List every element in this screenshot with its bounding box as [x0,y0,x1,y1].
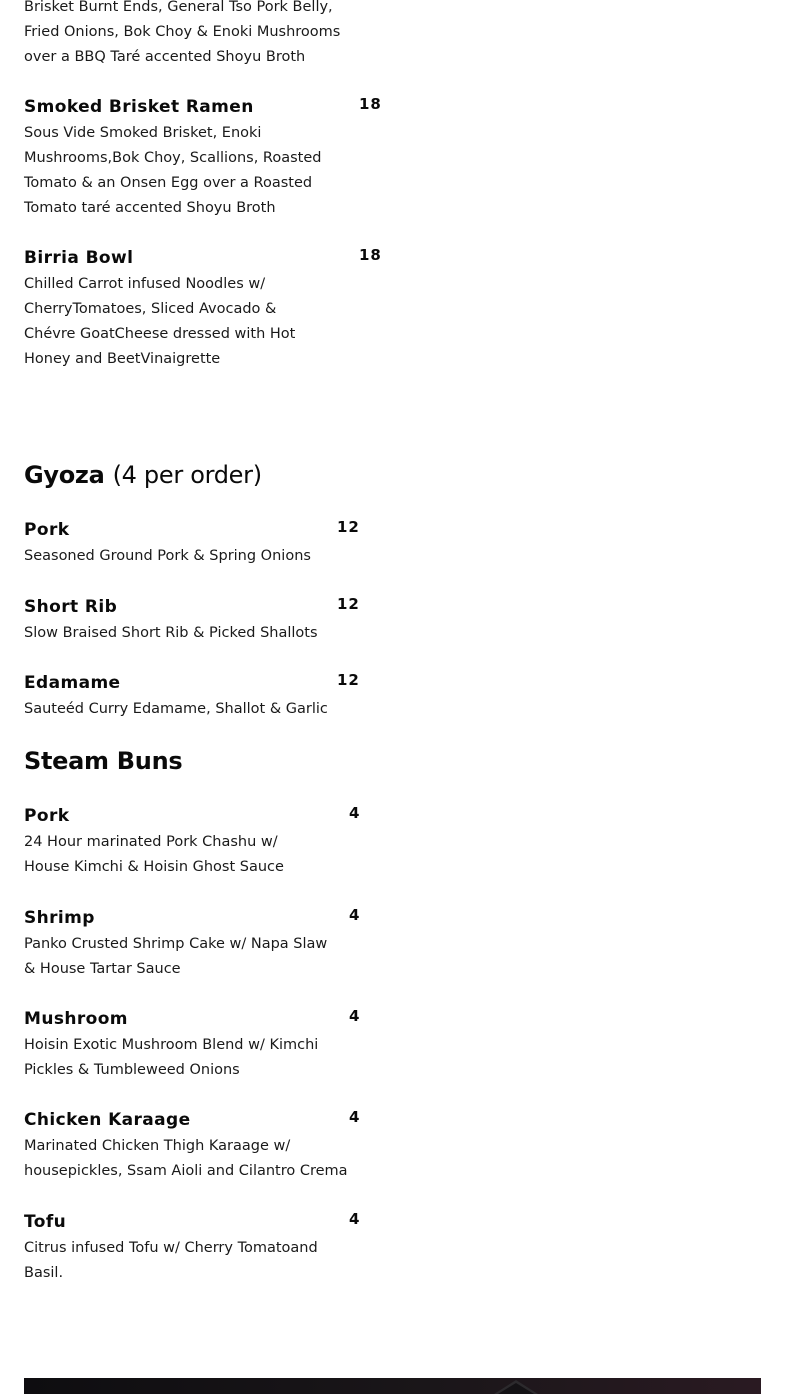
previous-item-description: Brisket Burnt Ends, General Tso Pork Belly, Fried Onions, Bok Choy & Enoki Mushrooms over a BBQ Taré accented Shoyu Broth [24,0,341,65]
menu-item-birria-bowl [24,246,382,372]
section-subtitle: (4 per order) [112,461,262,489]
item-name: Tofu [24,1212,67,1232]
menu-item-gyoza-pork [24,519,364,569]
item-price: 4 [349,906,361,924]
item-price: 12 [337,671,360,689]
item-price: 12 [337,595,360,613]
menu-item-bun-mushroom [24,1007,361,1083]
menu-item-bun-tofu [24,1210,361,1286]
menu-item-bun-pork [24,804,361,880]
item-description: Marinated Chicken Thigh Karaage w/ housepickles, Ssam Aioli and Cilantro Crema [24,1138,348,1179]
bottom-banner-image [24,1378,761,1394]
item-description: Sauteéd Curry Edamame, Shallot & Garlic [24,701,328,717]
item-name: Edamame [24,673,121,693]
banner-roof-inner-shape [498,1383,534,1394]
item-name: Mushroom [24,1009,128,1029]
menu-item-gyoza-short-rib [24,596,364,646]
item-description: Chilled Carrot infused Noodles w/ CherryTomatoes, Sliced Avocado & Chévre GoatCheese dressed with Hot Honey and BeetVinaigrette [24,276,296,367]
item-description: Slow Braised Short Rib & Picked Shallots [24,625,318,641]
item-name: Pork [24,520,70,540]
item-description: Sous Vide Smoked Brisket, Enoki Mushrooms,Bok Choy, Scallions, Roasted Tomato & an Onsen Egg over a Roasted Tomato taré accented Shoyu Broth [24,125,322,216]
item-price: 4 [349,1007,361,1025]
item-name: Chicken Karaage [24,1110,191,1130]
item-price: 12 [337,518,360,536]
item-description: Seasoned Ground Pork & Spring Onions [24,548,311,564]
menu-item-gyoza-edamame [24,672,364,722]
item-name: Birria Bowl [24,248,134,268]
item-price: 18 [359,246,382,264]
item-price: 18 [359,95,382,113]
menu-item-smoked-brisket-ramen [24,95,382,221]
menu-item-bun-chicken-karaage [24,1108,361,1184]
section-title-steam-buns: Steam Buns [24,747,183,775]
item-price: 4 [349,804,361,822]
item-price: 4 [349,1108,361,1126]
item-name: Shrimp [24,908,95,928]
item-price: 4 [349,1210,361,1228]
item-name: Short Rib [24,597,118,617]
item-description: Citrus infused Tofu w/ Cherry Tomatoand Basil. [24,1240,318,1281]
item-description: Hoisin Exotic Mushroom Blend w/ Kimchi Pickles & Tumbleweed Onions [24,1037,319,1078]
item-name: Pork [24,806,70,826]
menu-item-bun-shrimp [24,906,361,982]
item-description: 24 Hour marinated Pork Chashu w/ House Kimchi & Hoisin Ghost Sauce [24,834,284,875]
banner-background [24,1378,761,1394]
section-title-text: Gyoza [24,461,105,489]
item-description: Panko Crusted Shrimp Cake w/ Napa Slaw & House Tartar Sauce [24,936,328,977]
item-name: Smoked Brisket Ramen [24,97,254,117]
section-title-gyoza [24,460,262,490]
